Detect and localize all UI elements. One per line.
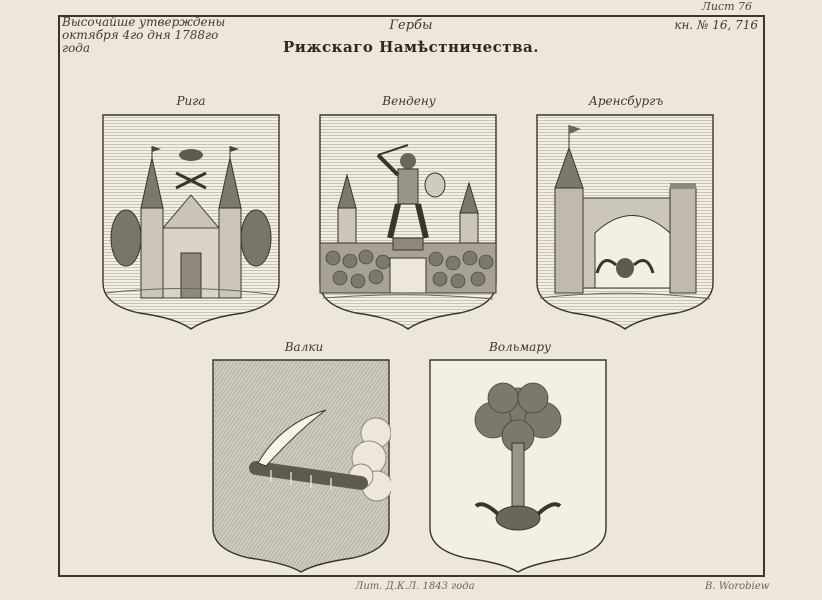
sheet-number: Лист 76 xyxy=(701,0,752,13)
caption-arensburg: Аренсбургъ xyxy=(588,94,664,108)
engraver-signature: В. Worobiew xyxy=(705,581,770,592)
lithograph-imprint: Лит. Д.К.Л. 1843 года xyxy=(355,581,475,592)
plate-pre-title: Гербы xyxy=(389,18,433,33)
caption-volmar: Вольмару xyxy=(489,340,551,354)
coat-of-arms-volmar xyxy=(428,358,608,574)
coat-of-arms-valki xyxy=(211,358,391,574)
coat-of-arms-arensburg xyxy=(535,113,715,331)
caption-valki: Валки xyxy=(284,340,324,354)
caption-venden: Вендену xyxy=(382,94,436,108)
caption-riga: Рига xyxy=(176,94,206,108)
coat-of-arms-riga xyxy=(101,113,281,331)
plate-title: Рижскаго Намѣстничества. xyxy=(283,38,539,56)
archive-reference: кн. № 16, 716 xyxy=(674,18,758,32)
approval-note: Высочайше утверждены октября 4го дня 1788го года xyxy=(62,15,226,55)
coat-of-arms-venden xyxy=(318,113,498,331)
